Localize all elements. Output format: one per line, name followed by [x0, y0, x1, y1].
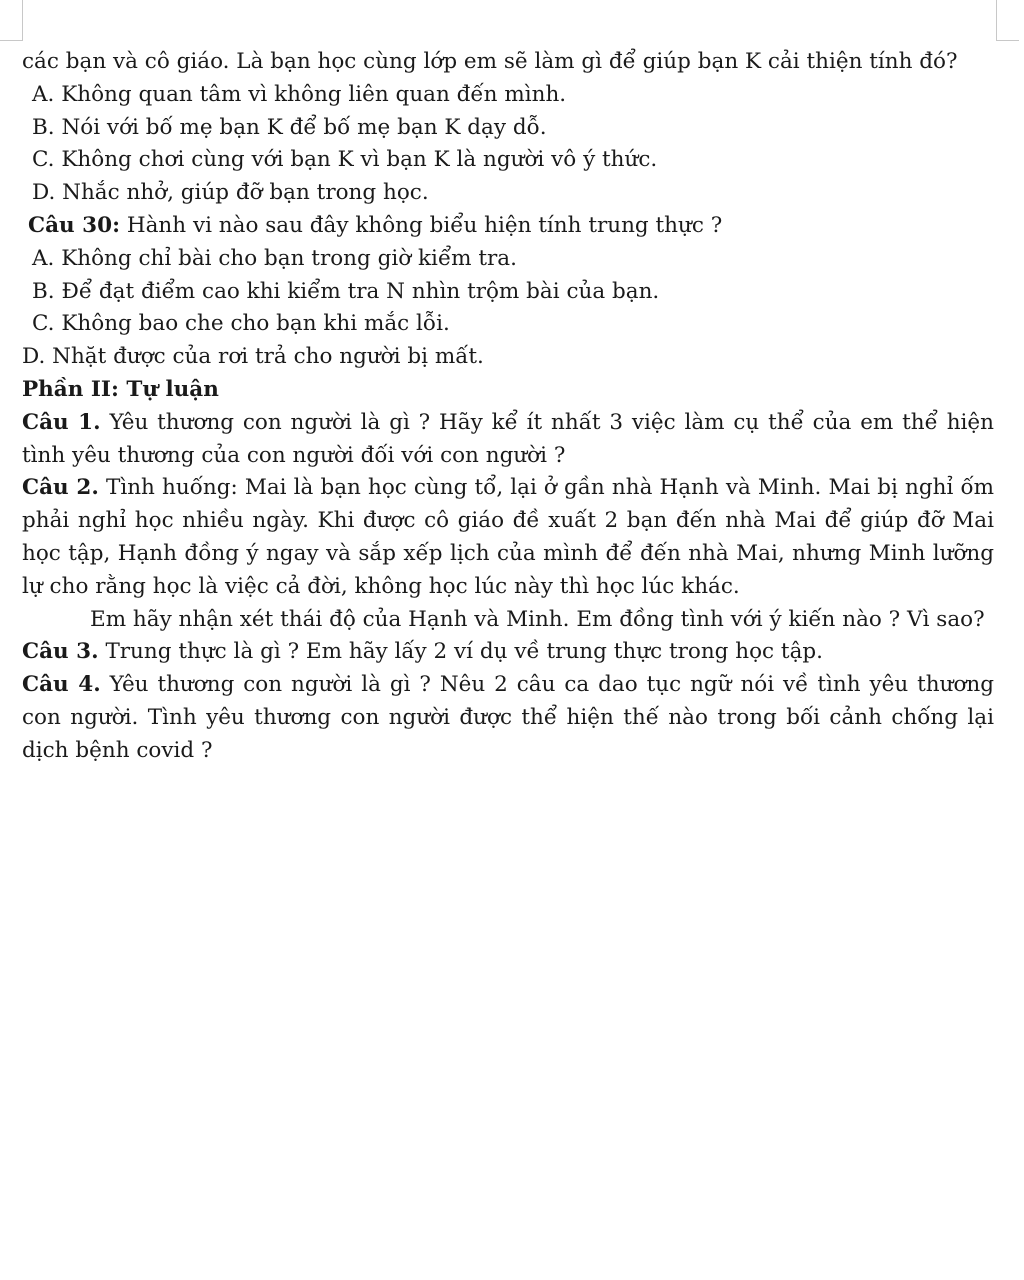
question-29-continuation: các bạn và cô giáo. Là bạn học cùng lớp em sẽ làm gì để giúp bạn K cải thiện tính đó? — [22, 49, 958, 74]
essay-question-4 — [22, 669, 994, 767]
option-30-d: D. Nhặt được của rơi trả cho người bị mất. — [22, 344, 484, 370]
essay-question-2-followup: Em hãy nhận xét thái độ của Hạnh và Minh. Em đồng tình với ý kiến nào ? Vì sao? — [90, 606, 985, 632]
option-29-b: B. Nói với bố mẹ bạn K để bố mẹ bạn K dạy dỗ. — [32, 114, 547, 140]
essay-question-1-label: Câu 1. — [22, 409, 101, 435]
page-corner-mark-left — [0, 0, 23, 41]
option-29-d: D. Nhắc nhở, giúp đỡ bạn trong học. — [32, 180, 429, 206]
essay-question-2-label: Câu 2. — [22, 475, 99, 501]
option-30-a: A. Không chỉ bài cho bạn trong giờ kiểm tra. — [32, 245, 517, 271]
part-2-title: Phần II: Tự luận — [22, 376, 219, 402]
essay-question-2-text: Tình huống: Mai là bạn học cùng tổ, lại ở gần nhà Hạnh và Minh. Mai bị nghỉ ốm phải nghỉ học nhiều ngày. Khi được cô giáo đề xuất 2 bạn đến nhà Mai để giúp đỡ Mai học tập, Hạnh đồng ý ngay và sắp xếp lịch của mình để đến nhà Mai, nhưng Minh lưỡng lự cho rằng học là việc cả đời, không học lúc này thì học lúc khác. — [22, 475, 995, 599]
essay-question-1 — [22, 407, 994, 473]
question-30-text: Hành vi nào sau đây không biểu hiện tính trung thực ? — [120, 212, 723, 238]
essay-question-4-label: Câu 4. — [22, 672, 101, 698]
essay-question-4-text: Yêu thương con người là gì ? Nêu 2 câu ca dao tục ngữ nói về tình yêu thương con người. Tình yêu thương con người được thể hiện thế nào trong bối cảnh chống lại dịch bệnh covid ? — [22, 672, 994, 763]
essay-question-3-text: Trung thực là gì ? Em hãy lấy 2 ví dụ về trung thực trong học tập. — [98, 639, 823, 665]
essay-question-1-text: Yêu thương con người là gì ? Hãy kể ít nhất 3 việc làm cụ thể của em thể hiện tình yêu thương của con người đối với con người ? — [22, 409, 994, 468]
essay-question-2 — [22, 472, 994, 603]
option-29-c: C. Không chơi cùng với bạn K vì bạn K là người vô ý thức. — [32, 147, 658, 173]
document-body — [22, 46, 994, 768]
part-2-heading — [22, 374, 994, 407]
question-30 — [22, 210, 994, 243]
essay-question-3 — [22, 636, 994, 669]
question-30-label: Câu 30: — [28, 212, 121, 238]
option-29-a: A. Không quan tâm vì không liên quan đến mình. — [32, 81, 567, 107]
page-corner-mark-right — [996, 0, 1019, 41]
option-30-c: C. Không bao che cho bạn khi mắc lỗi. — [32, 311, 450, 337]
question-29-options — [22, 79, 994, 210]
option-30-b: B. Để đạt điểm cao khi kiểm tra N nhìn trộm bài của bạn. — [32, 278, 660, 304]
essay-question-3-label: Câu 3. — [22, 639, 99, 665]
question-30-options — [22, 243, 994, 374]
